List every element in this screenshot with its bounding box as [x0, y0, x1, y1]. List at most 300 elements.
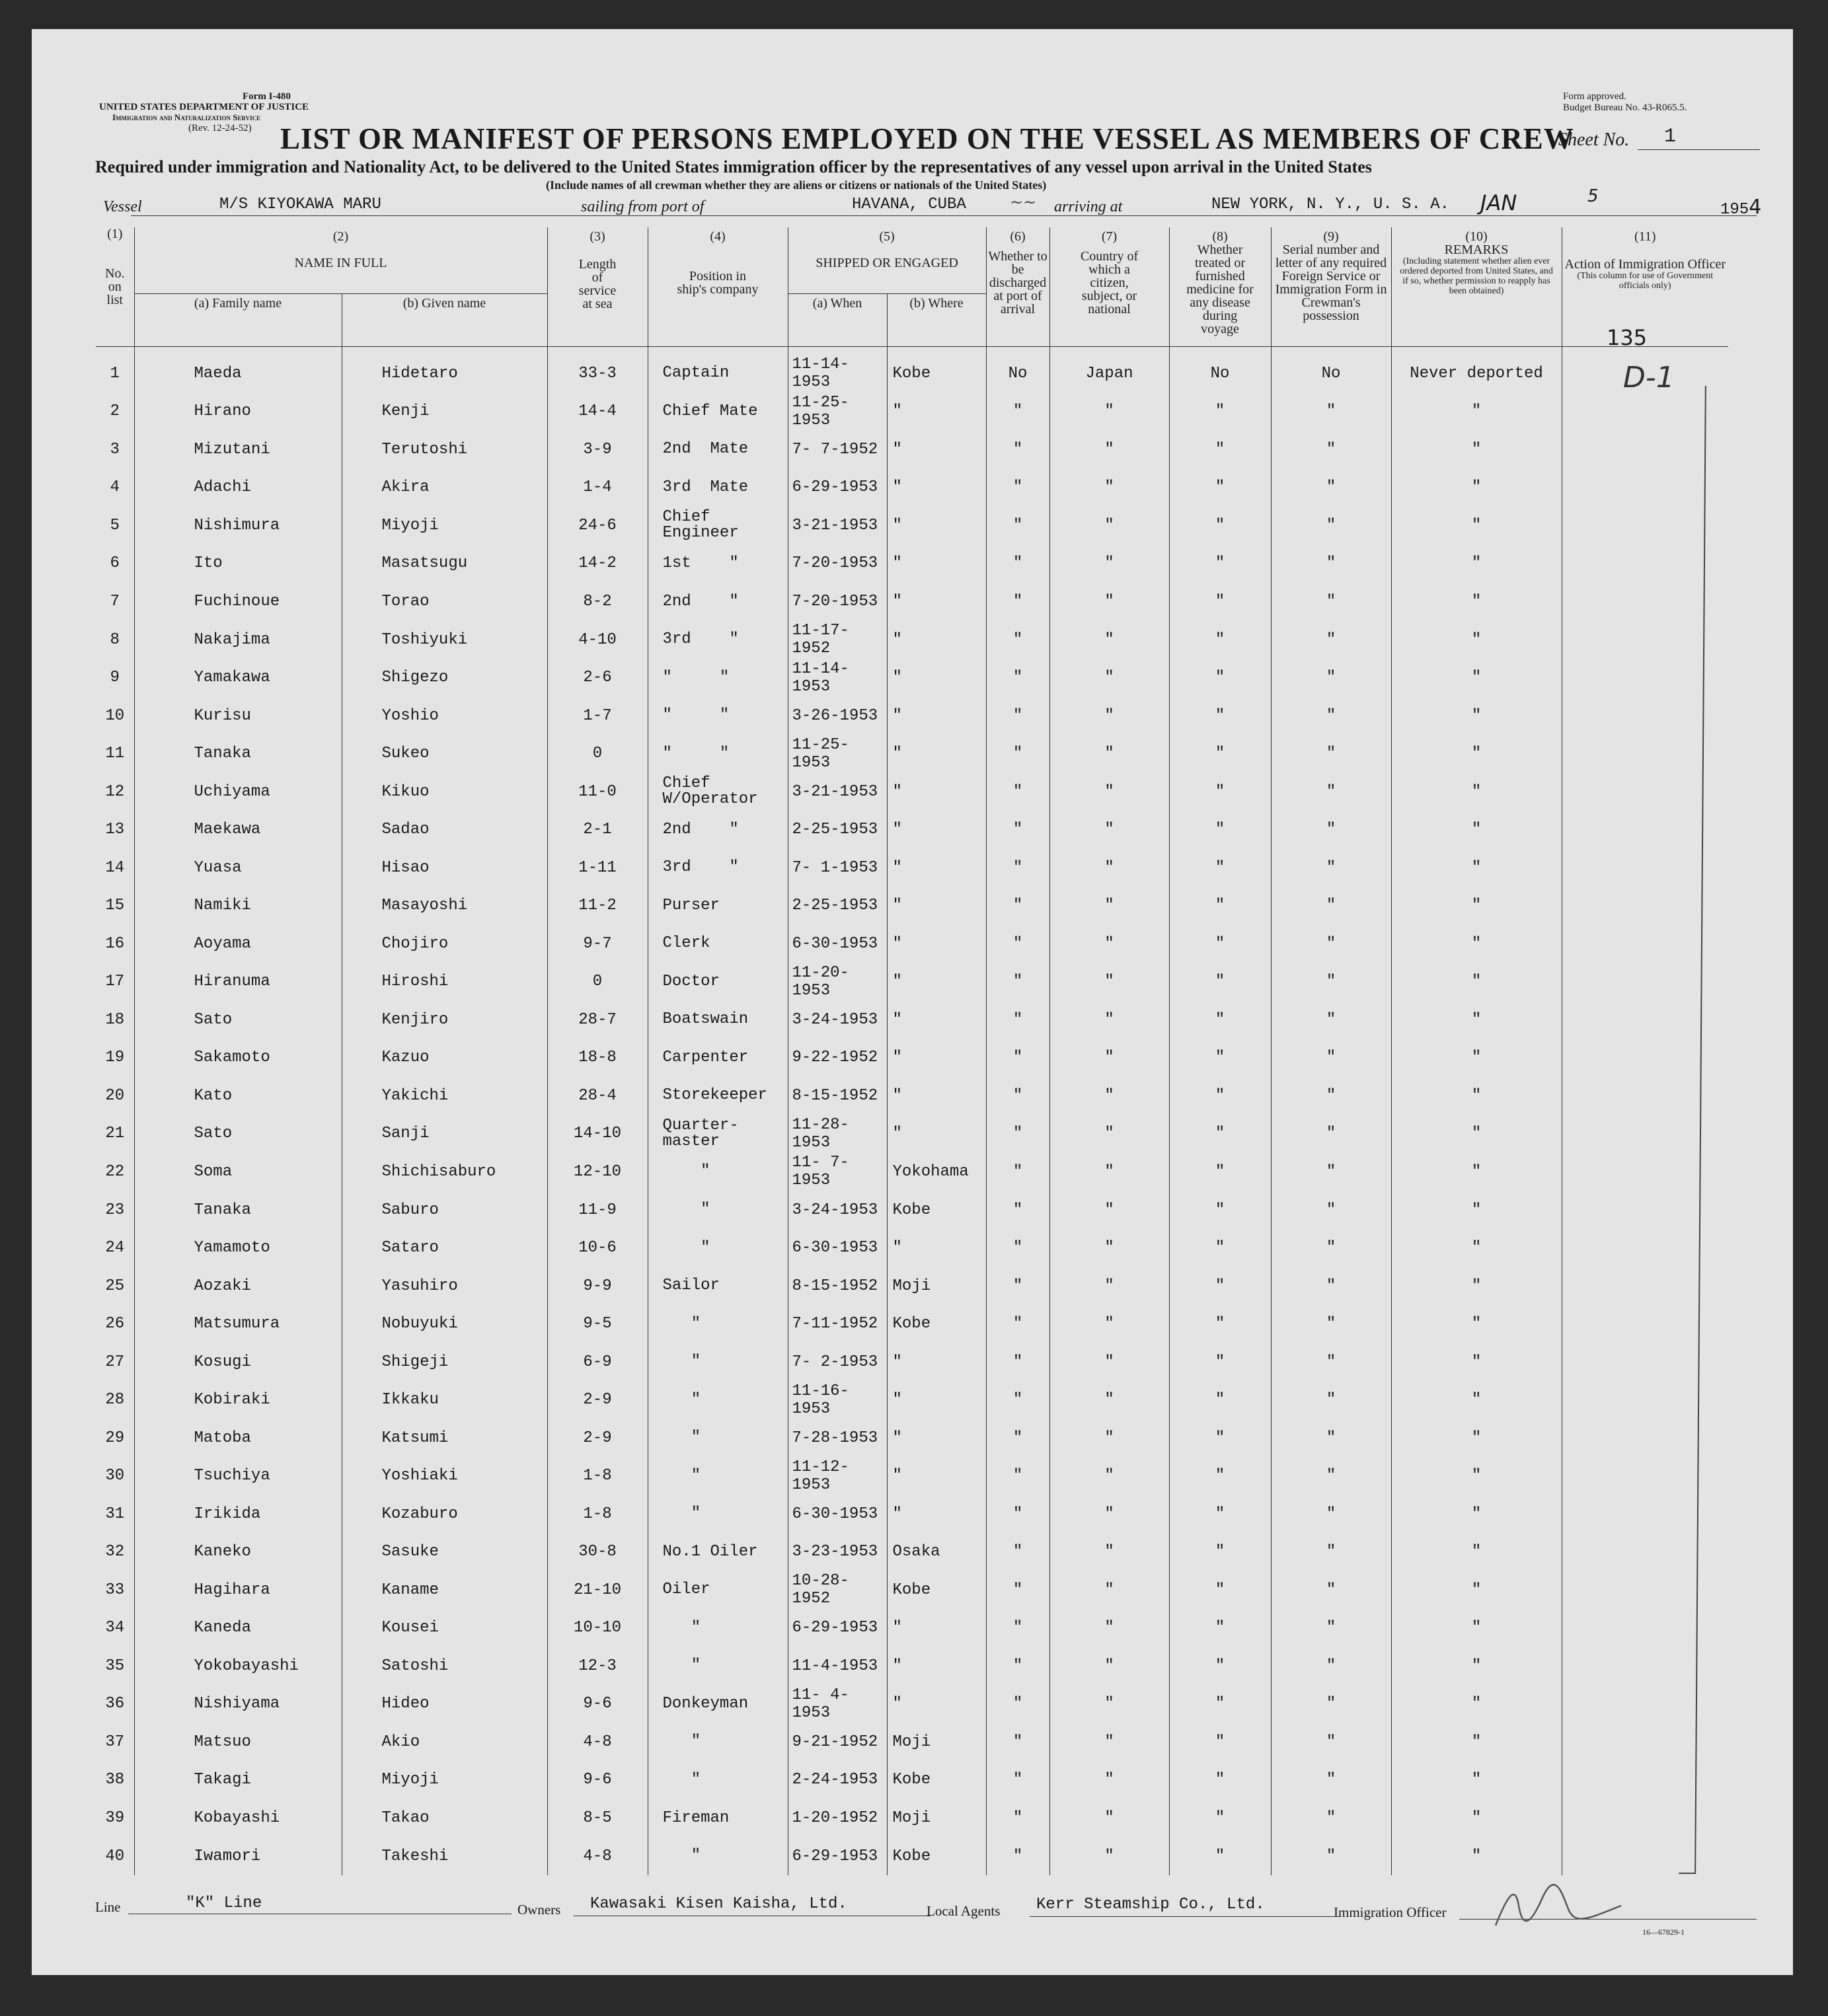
crew-serial: " — [1271, 1495, 1391, 1533]
crew-number: 8 — [96, 620, 134, 659]
arrival-port: NEW YORK, N. Y., U. S. A. — [1211, 196, 1450, 213]
crew-shipped-where: " — [887, 1343, 986, 1381]
crew-length-of-service: 8-5 — [547, 1799, 648, 1838]
crew-shipped-where: " — [887, 1457, 986, 1495]
arriving-at-label: arriving at — [1054, 198, 1123, 215]
agents-rule — [1030, 1916, 1340, 1917]
crew-treated: " — [1169, 1305, 1271, 1343]
crew-length-of-service: 14-4 — [547, 392, 648, 431]
crew-serial: " — [1271, 1229, 1391, 1267]
crew-treated: " — [1169, 1647, 1271, 1686]
col-label-7: Country of which a citizen, subject, or national — [1080, 249, 1139, 317]
crew-action — [1562, 1609, 1728, 1647]
table-row — [96, 1457, 1728, 1495]
crew-treated: " — [1169, 887, 1271, 925]
crew-shipped-when: 6-30-1953 — [788, 1495, 887, 1533]
crew-treated: " — [1169, 1533, 1271, 1571]
col-header-discharged — [986, 227, 1049, 346]
col-num-3: (3) — [590, 229, 605, 244]
crew-number: 13 — [96, 811, 134, 849]
crew-serial: " — [1271, 1419, 1391, 1457]
crew-shipped-where: " — [887, 811, 986, 849]
crew-treated: No — [1169, 346, 1271, 392]
crew-country: " — [1049, 620, 1169, 659]
crew-action — [1562, 659, 1728, 697]
crew-discharged: " — [986, 696, 1049, 735]
crew-length-of-service: 0 — [547, 963, 648, 1001]
crew-action — [1562, 696, 1728, 735]
crew-country: " — [1049, 1419, 1169, 1457]
crew-family-name: Matsuo — [134, 1723, 342, 1762]
table-row — [96, 1153, 1728, 1191]
crew-given-name: Terutoshi — [342, 431, 547, 469]
crew-remarks: " — [1391, 507, 1562, 545]
crew-shipped-when: 11- 7-1953 — [788, 1153, 887, 1191]
crew-given-name: Toshiyuki — [342, 620, 547, 659]
crew-discharged: " — [986, 659, 1049, 697]
col-num-9: (9) — [1323, 229, 1339, 244]
crew-length-of-service: 12-3 — [547, 1647, 648, 1686]
handwritten-scribble: ~~ — [1010, 193, 1037, 211]
col-header-family: (a) Family name — [134, 293, 342, 346]
crew-treated: " — [1169, 1419, 1271, 1457]
crew-country: " — [1049, 1495, 1169, 1533]
crew-number: 32 — [96, 1533, 134, 1571]
crew-given-name: Sadao — [342, 811, 547, 849]
crew-country: " — [1049, 392, 1169, 431]
crew-shipped-where: " — [887, 735, 986, 773]
crew-family-name: Soma — [134, 1153, 342, 1191]
crew-shipped-when: 6-30-1953 — [788, 1229, 887, 1267]
crew-length-of-service: 2-6 — [547, 659, 648, 697]
crew-discharged: " — [986, 1609, 1049, 1647]
crew-country: " — [1049, 1457, 1169, 1495]
crew-discharged: " — [986, 1115, 1049, 1153]
crew-given-name: Satoshi — [342, 1647, 547, 1686]
crew-shipped-where: " — [887, 1229, 986, 1267]
crew-number: 34 — [96, 1609, 134, 1647]
crew-country: " — [1049, 1837, 1169, 1875]
table-row — [96, 468, 1728, 507]
crew-discharged: " — [986, 583, 1049, 621]
crew-discharged: " — [986, 1533, 1049, 1571]
form-number: Form I-480 — [243, 91, 291, 102]
crew-country: " — [1049, 544, 1169, 583]
form-revision: (Rev. 12-24-52) — [188, 123, 252, 133]
crew-family-name: Nishiyama — [134, 1685, 342, 1723]
crew-family-name: Kobiraki — [134, 1381, 342, 1419]
col-num-11: (11) — [1634, 229, 1656, 244]
crew-action — [1562, 1571, 1728, 1610]
crew-given-name: Kousei — [342, 1609, 547, 1647]
crew-position: 3rd Mate — [648, 468, 788, 507]
crew-number: 4 — [96, 468, 134, 507]
crew-country: " — [1049, 963, 1169, 1001]
crew-remarks: " — [1391, 735, 1562, 773]
table-row — [96, 1419, 1728, 1457]
crew-action — [1562, 735, 1728, 773]
arrival-year-prefix: 195 — [1720, 201, 1749, 219]
crew-serial: No — [1271, 346, 1391, 392]
crew-shipped-where: Kobe — [887, 1191, 986, 1229]
crew-length-of-service: 9-9 — [547, 1267, 648, 1305]
crew-length-of-service: 1-4 — [547, 468, 648, 507]
crew-serial: " — [1271, 1761, 1391, 1799]
crew-shipped-where: Moji — [887, 1799, 986, 1838]
crew-serial: " — [1271, 1533, 1391, 1571]
table-row — [96, 659, 1728, 697]
col-header-number — [96, 227, 134, 346]
crew-shipped-where: Kobe — [887, 346, 986, 392]
col-label-6: Whether to be discharged at port of arrival — [988, 249, 1047, 317]
crew-discharged: " — [986, 1001, 1049, 1039]
crew-number: 29 — [96, 1419, 134, 1457]
line-name: "K" Line — [186, 1894, 262, 1912]
crew-shipped-where: " — [887, 431, 986, 469]
crew-shipped-where: " — [887, 1609, 986, 1647]
crew-serial: " — [1271, 963, 1391, 1001]
crew-action — [1562, 1267, 1728, 1305]
crew-remarks: " — [1391, 1837, 1562, 1875]
crew-action — [1562, 1723, 1728, 1762]
crew-discharged: " — [986, 1571, 1049, 1610]
crew-shipped-where: " — [887, 620, 986, 659]
crew-shipped-where: " — [887, 772, 986, 811]
table-row — [96, 1495, 1728, 1533]
crew-treated: " — [1169, 735, 1271, 773]
crew-country: " — [1049, 1115, 1169, 1153]
crew-treated: " — [1169, 659, 1271, 697]
crew-family-name: Aoyama — [134, 925, 342, 963]
crew-discharged: " — [986, 392, 1049, 431]
crew-table — [96, 227, 1728, 1875]
crew-length-of-service: 14-10 — [547, 1115, 648, 1153]
arrival-day: 5 — [1587, 186, 1599, 206]
crew-number: 11 — [96, 735, 134, 773]
crew-length-of-service: 4-8 — [547, 1837, 648, 1875]
crew-position: " — [648, 1723, 788, 1762]
table-row — [96, 963, 1728, 1001]
crew-action — [1562, 1077, 1728, 1115]
crew-shipped-where: " — [887, 1115, 986, 1153]
crew-given-name: Kenjiro — [342, 1001, 547, 1039]
page-title: LIST OR MANIFEST OF PERSONS EMPLOYED ON THE VESSEL AS MEMBERS OF CREW — [280, 122, 1574, 155]
table-row — [96, 1609, 1728, 1647]
crew-length-of-service: 9-6 — [547, 1761, 648, 1799]
crew-action — [1562, 1153, 1728, 1191]
col-header-when: (a) When — [788, 293, 887, 346]
crew-discharged: " — [986, 1191, 1049, 1229]
crew-length-of-service: 1-11 — [547, 848, 648, 887]
crew-discharged: " — [986, 1685, 1049, 1723]
crew-given-name: Akira — [342, 468, 547, 507]
crew-position: Chief W/Operator — [648, 772, 788, 811]
crew-family-name: Sakamoto — [134, 1039, 342, 1077]
crew-serial: " — [1271, 1153, 1391, 1191]
crew-shipped-when: 3-21-1953 — [788, 507, 887, 545]
crew-number: 40 — [96, 1837, 134, 1875]
table-row — [96, 1191, 1728, 1229]
crew-shipped-when: 7- 2-1953 — [788, 1343, 887, 1381]
crew-remarks: " — [1391, 1305, 1562, 1343]
crew-remarks: " — [1391, 1381, 1562, 1419]
crew-treated: " — [1169, 1115, 1271, 1153]
crew-given-name: Shigezo — [342, 659, 547, 697]
crew-treated: " — [1169, 811, 1271, 849]
crew-number: 39 — [96, 1799, 134, 1838]
crew-country: " — [1049, 1229, 1169, 1267]
crew-serial: " — [1271, 1799, 1391, 1838]
crew-shipped-where: " — [887, 887, 986, 925]
col-num-5: (5) — [879, 229, 895, 244]
crew-serial: " — [1271, 772, 1391, 811]
crew-treated: " — [1169, 1343, 1271, 1381]
crew-given-name: Takao — [342, 1799, 547, 1838]
crew-country: " — [1049, 1153, 1169, 1191]
col-label-11: Action of Immigration Officer — [1564, 257, 1726, 272]
crew-family-name: Maekawa — [134, 811, 342, 849]
crew-number: 31 — [96, 1495, 134, 1533]
crew-remarks: " — [1391, 1647, 1562, 1686]
crew-action — [1562, 392, 1728, 431]
crew-length-of-service: 10-6 — [547, 1229, 648, 1267]
crew-position: " " — [648, 735, 788, 773]
crew-country: " — [1049, 1685, 1169, 1723]
table-row — [96, 1001, 1728, 1039]
table-row — [96, 1077, 1728, 1115]
crew-length-of-service: 2-1 — [547, 811, 648, 849]
crew-given-name: Yakichi — [342, 1077, 547, 1115]
crew-family-name: Hirano — [134, 392, 342, 431]
crew-family-name: Tanaka — [134, 1191, 342, 1229]
crew-remarks: " — [1391, 1419, 1562, 1457]
crew-country: " — [1049, 848, 1169, 887]
crew-number: 24 — [96, 1229, 134, 1267]
table-row — [96, 544, 1728, 583]
crew-position: Fireman — [648, 1799, 788, 1838]
crew-treated: " — [1169, 1153, 1271, 1191]
crew-shipped-where: " — [887, 1077, 986, 1115]
crew-family-name: Kaneda — [134, 1609, 342, 1647]
crew-position: 3rd " — [648, 620, 788, 659]
crew-shipped-when: 8-15-1952 — [788, 1077, 887, 1115]
crew-serial: " — [1271, 392, 1391, 431]
crew-shipped-when: 11-25-1953 — [788, 735, 887, 773]
crew-shipped-when: 3-24-1953 — [788, 1191, 887, 1229]
crew-remarks: " — [1391, 1457, 1562, 1495]
crew-shipped-where: " — [887, 963, 986, 1001]
crew-discharged: " — [986, 1153, 1049, 1191]
crew-shipped-when: 9-22-1952 — [788, 1039, 887, 1077]
crew-discharged: " — [986, 1457, 1049, 1495]
crew-serial: " — [1271, 696, 1391, 735]
crew-length-of-service: 21-10 — [547, 1571, 648, 1610]
crew-family-name: Yokobayashi — [134, 1647, 342, 1686]
col-label-10: REMARKS — [1444, 243, 1509, 257]
crew-action — [1562, 1039, 1728, 1077]
col-num-7: (7) — [1101, 229, 1118, 244]
col-label-9: Serial number and letter of any required Foreign Service or Immigration Form in Crewman's possession — [1275, 243, 1387, 323]
crew-action — [1562, 1419, 1728, 1457]
col-label-2: NAME IN FULL — [294, 256, 387, 270]
crew-shipped-when: 3-24-1953 — [788, 1001, 887, 1039]
print-code: 16—67829-1 — [1642, 1927, 1685, 1937]
crew-treated: " — [1169, 431, 1271, 469]
crew-shipped-when: 7- 1-1953 — [788, 848, 887, 887]
col-num-2: (2) — [332, 229, 349, 244]
crew-treated: " — [1169, 1761, 1271, 1799]
table-row — [96, 735, 1728, 773]
crew-number: 3 — [96, 431, 134, 469]
crew-country: " — [1049, 1077, 1169, 1115]
crew-given-name: Kenji — [342, 392, 547, 431]
crew-shipped-when: 3-21-1953 — [788, 772, 887, 811]
crew-shipped-where: " — [887, 1647, 986, 1686]
crew-family-name: Yamakawa — [134, 659, 342, 697]
crew-position: " — [648, 1495, 788, 1533]
crew-position: Clerk — [648, 925, 788, 963]
table-row — [96, 1571, 1728, 1610]
crew-family-name: Matoba — [134, 1419, 342, 1457]
crew-serial: " — [1271, 1305, 1391, 1343]
crew-serial: " — [1271, 1267, 1391, 1305]
budget-bureau: Budget Bureau No. 43-R065.5. — [1563, 102, 1687, 113]
crew-country: " — [1049, 1761, 1169, 1799]
crew-serial: " — [1271, 1115, 1391, 1153]
col-header-treated — [1169, 227, 1271, 346]
crew-shipped-where: Yokohama — [887, 1153, 986, 1191]
crew-remarks: " — [1391, 620, 1562, 659]
crew-given-name: Sataro — [342, 1229, 547, 1267]
crew-family-name: Hiranuma — [134, 963, 342, 1001]
table-row — [96, 1039, 1728, 1077]
crew-action — [1562, 925, 1728, 963]
table-row — [96, 1343, 1728, 1381]
crew-length-of-service: 10-10 — [547, 1609, 648, 1647]
table-row — [96, 431, 1728, 469]
table-row — [96, 772, 1728, 811]
crew-number: 10 — [96, 696, 134, 735]
agents-name: Kerr Steamship Co., Ltd. — [1036, 1896, 1265, 1914]
page-subtitle: Required under immigration and Nationality Act, to be delivered to the United States immigration officer by the representatives of any vessel upon arrival in the United States — [95, 157, 1372, 176]
crew-position: Sailor — [648, 1267, 788, 1305]
crew-action — [1562, 431, 1728, 469]
crew-position: 2nd " — [648, 583, 788, 621]
crew-shipped-when: 6-30-1953 — [788, 925, 887, 963]
col-label-3: Length of service at sea — [578, 257, 617, 311]
crew-family-name: Nakajima — [134, 620, 342, 659]
crew-position: Storekeeper — [648, 1077, 788, 1115]
handwritten-mark: D-1 — [1623, 361, 1675, 394]
crew-number: 7 — [96, 583, 134, 621]
crew-shipped-when: 11-12-1953 — [788, 1457, 887, 1495]
table-row — [96, 1115, 1728, 1153]
sailing-from-label: sailing from port of — [581, 198, 705, 215]
crew-given-name: Sasuke — [342, 1533, 547, 1571]
crew-serial: " — [1271, 811, 1391, 849]
crew-remarks: " — [1391, 1115, 1562, 1153]
crew-discharged: " — [986, 1495, 1049, 1533]
crew-remarks: " — [1391, 544, 1562, 583]
crew-country: " — [1049, 811, 1169, 849]
crew-given-name: Hidetaro — [342, 346, 547, 392]
agents-label: Local Agents — [927, 1903, 1001, 1919]
crew-country: " — [1049, 1191, 1169, 1229]
col-num-8: (8) — [1212, 229, 1228, 244]
crew-position: " — [648, 1419, 788, 1457]
table-row — [96, 848, 1728, 887]
crew-family-name: Iwamori — [134, 1837, 342, 1875]
crew-length-of-service: 1-8 — [547, 1457, 648, 1495]
crew-shipped-where: Kobe — [887, 1761, 986, 1799]
crew-country: Japan — [1049, 346, 1169, 392]
line-label: Line — [95, 1899, 121, 1915]
crew-discharged: " — [986, 1305, 1049, 1343]
crew-country: " — [1049, 1305, 1169, 1343]
crew-family-name: Fuchinoue — [134, 583, 342, 621]
crew-length-of-service: 11-2 — [547, 887, 648, 925]
crew-family-name: Tsuchiya — [134, 1457, 342, 1495]
table-row — [96, 1267, 1728, 1305]
crew-given-name: Kazuo — [342, 1039, 547, 1077]
crew-serial: " — [1271, 1685, 1391, 1723]
crew-shipped-when: 6-29-1953 — [788, 468, 887, 507]
crew-country: " — [1049, 507, 1169, 545]
crew-treated: " — [1169, 1837, 1271, 1875]
crew-family-name: Ito — [134, 544, 342, 583]
crew-number: 12 — [96, 772, 134, 811]
sheet-number-underline — [1638, 149, 1760, 150]
table-row — [96, 620, 1728, 659]
crew-country: " — [1049, 659, 1169, 697]
crew-position: " — [648, 1191, 788, 1229]
crew-family-name: Aozaki — [134, 1267, 342, 1305]
crew-serial: " — [1271, 1723, 1391, 1762]
col-header-name — [134, 227, 547, 293]
crew-treated: " — [1169, 925, 1271, 963]
crew-family-name: Maeda — [134, 346, 342, 392]
crew-shipped-when: 9-21-1952 — [788, 1723, 887, 1762]
crew-given-name: Takeshi — [342, 1837, 547, 1875]
crew-remarks: " — [1391, 848, 1562, 887]
crew-number: 21 — [96, 1115, 134, 1153]
crew-treated: " — [1169, 696, 1271, 735]
crew-number: 6 — [96, 544, 134, 583]
crew-serial: " — [1271, 735, 1391, 773]
crew-given-name: Yoshio — [342, 696, 547, 735]
col-num-6: (6) — [1010, 229, 1026, 244]
table-row — [96, 1647, 1728, 1686]
col-note-11: (This column for use of Government officials only) — [1577, 271, 1714, 291]
crew-treated: " — [1169, 1077, 1271, 1115]
col-header-remarks — [1391, 227, 1562, 346]
crew-treated: " — [1169, 1723, 1271, 1762]
crew-shipped-when: 11-14-1953 — [788, 659, 887, 697]
crew-shipped-where: Kobe — [887, 1571, 986, 1610]
crew-action — [1562, 346, 1728, 392]
crew-shipped-where: " — [887, 507, 986, 545]
crew-number: 20 — [96, 1077, 134, 1115]
crew-remarks: " — [1391, 696, 1562, 735]
crew-treated: " — [1169, 1267, 1271, 1305]
col-header-shipped — [788, 227, 986, 293]
crew-position: Donkeyman — [648, 1685, 788, 1723]
crew-remarks: " — [1391, 772, 1562, 811]
crew-position: 1st " — [648, 544, 788, 583]
crew-shipped-when: 11-28-1953 — [788, 1115, 887, 1153]
crew-length-of-service: 30-8 — [547, 1533, 648, 1571]
crew-country: " — [1049, 431, 1169, 469]
